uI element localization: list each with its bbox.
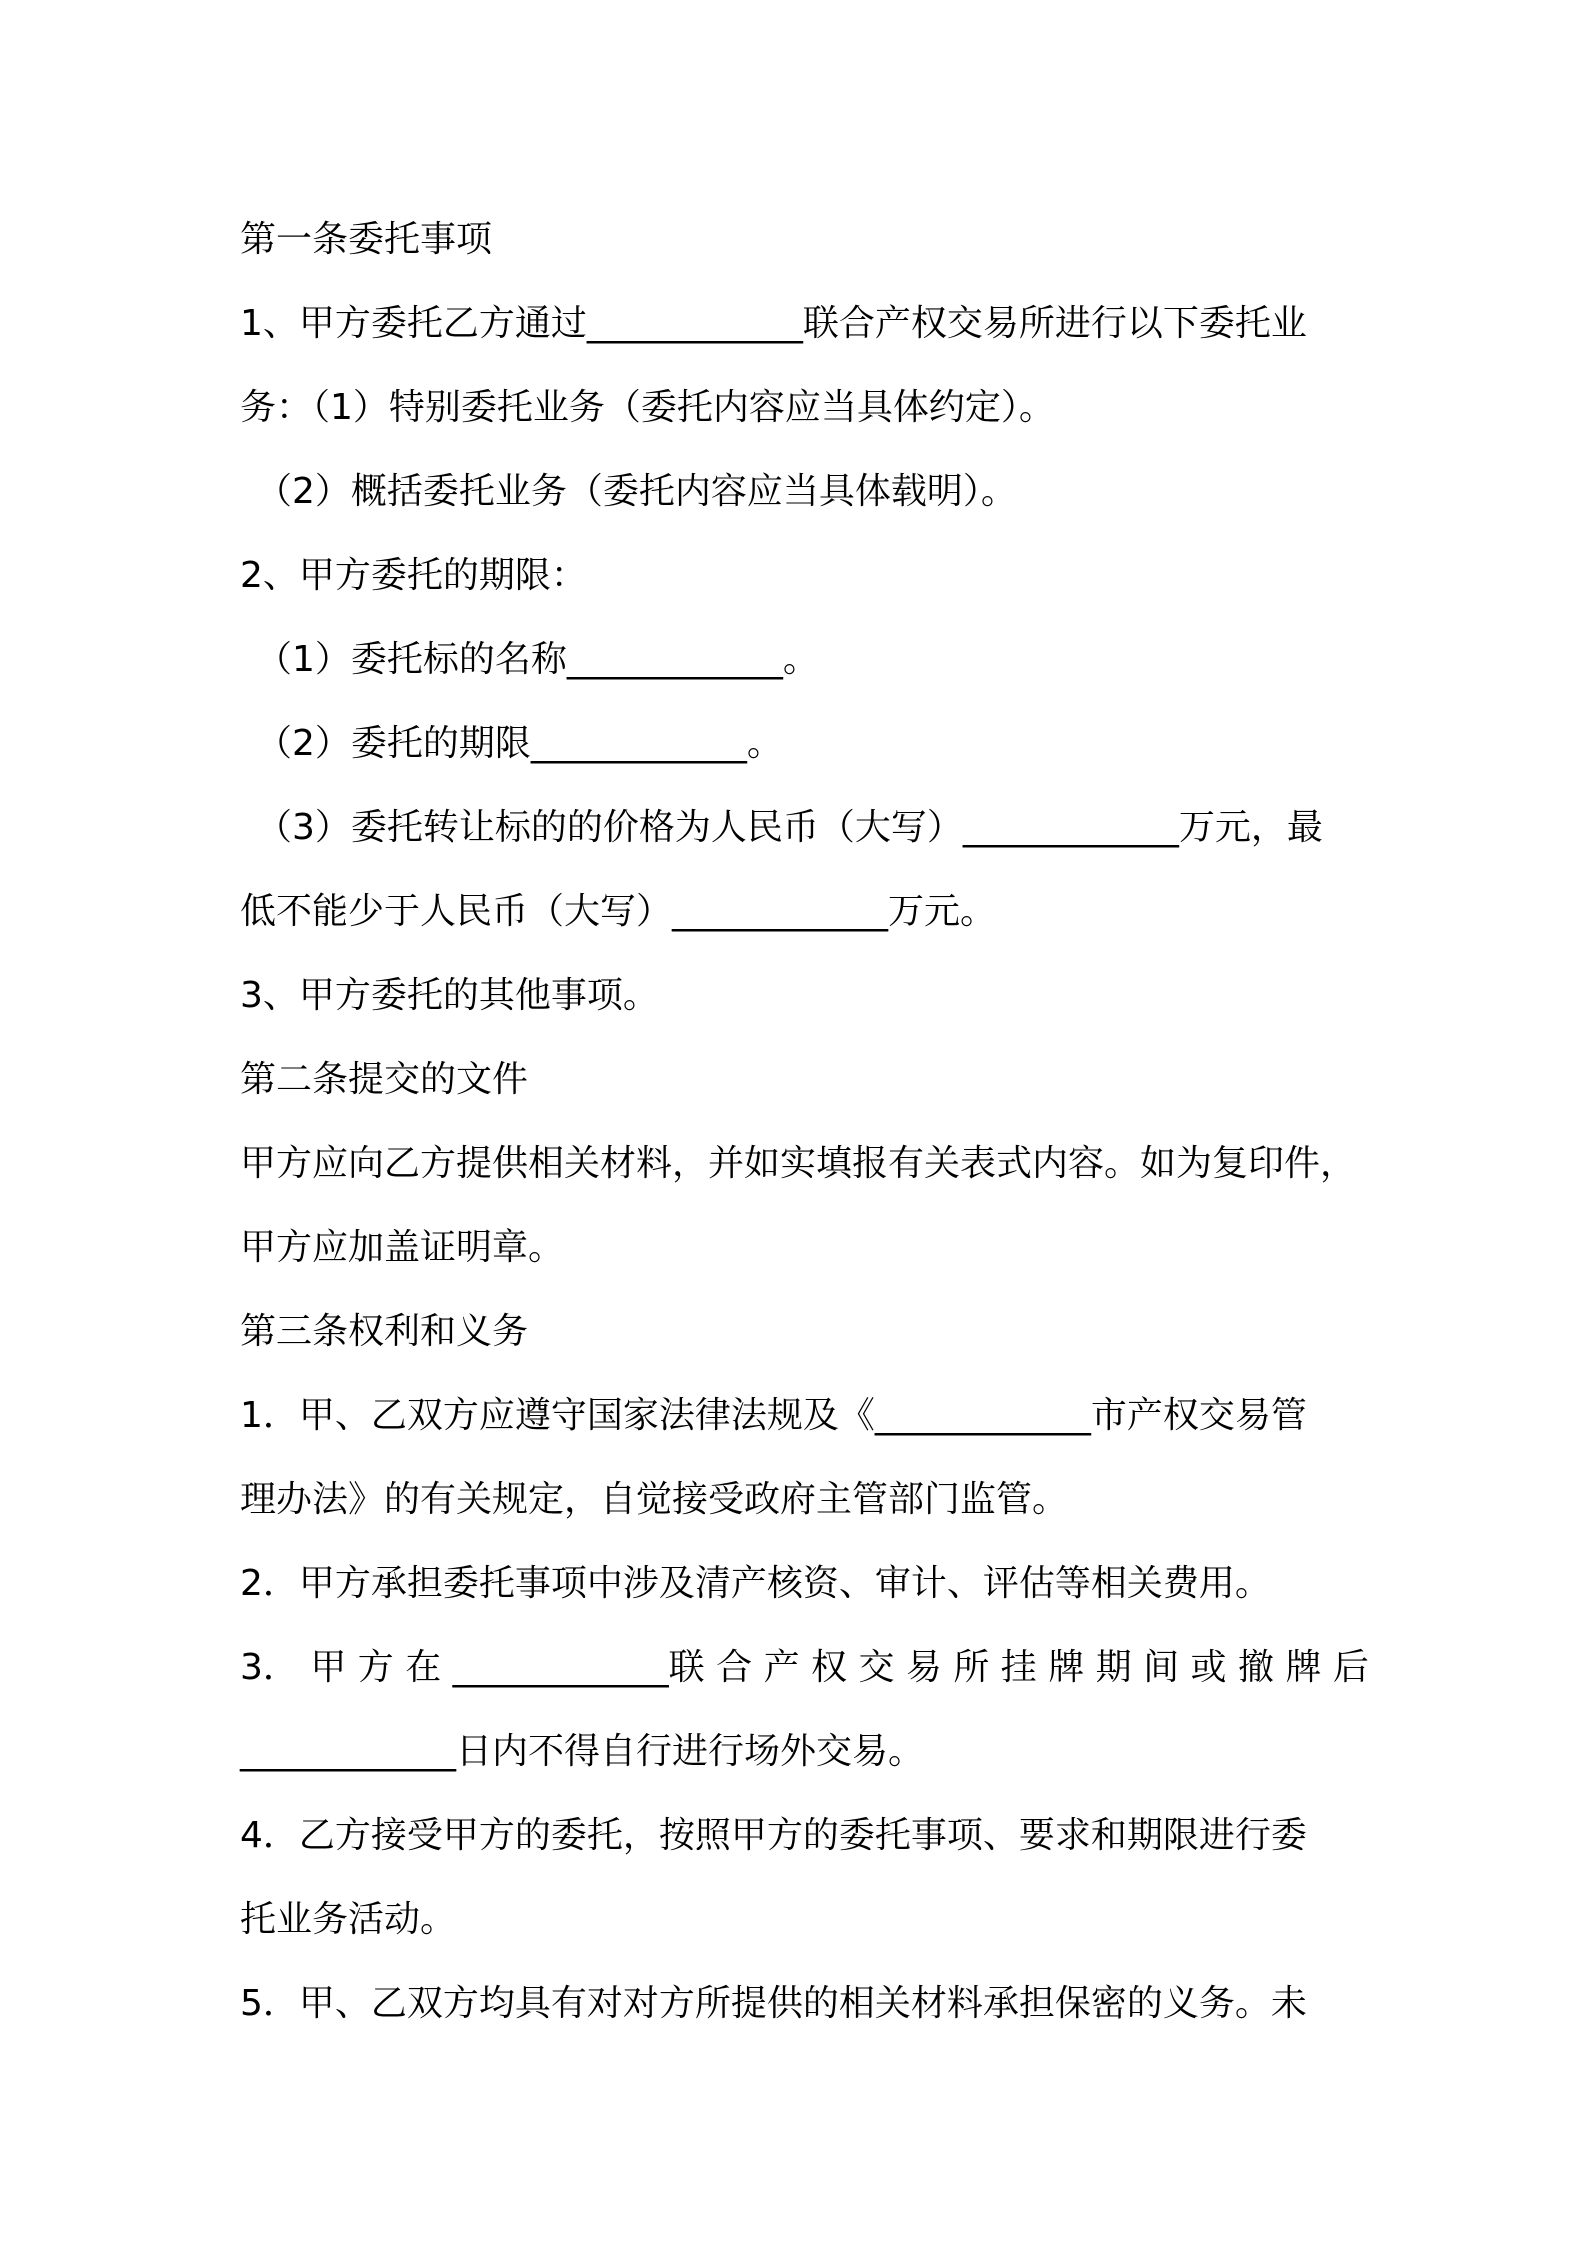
paragraph-line: 理办法》的有关规定，自觉接受政府主管部门监管。 <box>240 1479 1069 1520</box>
section-heading-3: 第三条权利和义务 <box>240 1311 529 1352</box>
section-heading-1: 第一条委托事项 <box>240 219 493 260</box>
paragraph-line: ____________日内不得自行进行场外交易。 <box>240 1731 925 1772</box>
paragraph-line: （3）委托转让标的的价格为人民币（大写）____________万元，最 <box>256 807 1323 848</box>
paragraph-line: 3． 甲 方 在 ____________联 合 产 权 交 易 所 挂 牌 期 间 或 撤 牌 后 <box>240 1647 1369 1688</box>
paragraph-line: 4．乙方接受甲方的委托，按照甲方的委托事项、要求和期限进行委 <box>240 1815 1307 1856</box>
paragraph-line: 托业务活动。 <box>240 1899 457 1940</box>
paragraph-line: 5．甲、乙双方均具有对对方所提供的相关材料承担保密的义务。未 <box>240 1983 1307 2024</box>
section-heading-2: 第二条提交的文件 <box>240 1059 529 1100</box>
paragraph-line: （1）委托标的名称____________。 <box>256 639 819 680</box>
paragraph-line: 2．甲方承担委托事项中涉及清产核资、审计、评估等相关费用。 <box>240 1563 1271 1604</box>
paragraph-line: 务：（1）特别委托业务（委托内容应当具体约定）。 <box>240 387 1055 428</box>
paragraph-line: 3、甲方委托的其他事项。 <box>240 975 659 1016</box>
paragraph-line: 甲方应向乙方提供相关材料，并如实填报有关表式内容。如为复印件， <box>240 1143 1357 1184</box>
paragraph-line: 甲方应加盖证明章。 <box>240 1227 565 1268</box>
document-body <box>240 198 1369 2046</box>
paragraph-line: （2）委托的期限____________。 <box>256 723 783 764</box>
paragraph-line: （2）概括委托业务（委托内容应当具体载明）。 <box>256 471 1017 512</box>
paragraph-line: 1．甲、乙双方应遵守国家法律法规及《____________市产权交易管 <box>240 1395 1307 1436</box>
paragraph-line: 低不能少于人民币（大写）____________万元。 <box>240 891 997 932</box>
paragraph-line: 2、甲方委托的期限： <box>240 555 587 596</box>
paragraph-line: 1、甲方委托乙方通过____________联合产权交易所进行以下委托业 <box>240 303 1307 344</box>
